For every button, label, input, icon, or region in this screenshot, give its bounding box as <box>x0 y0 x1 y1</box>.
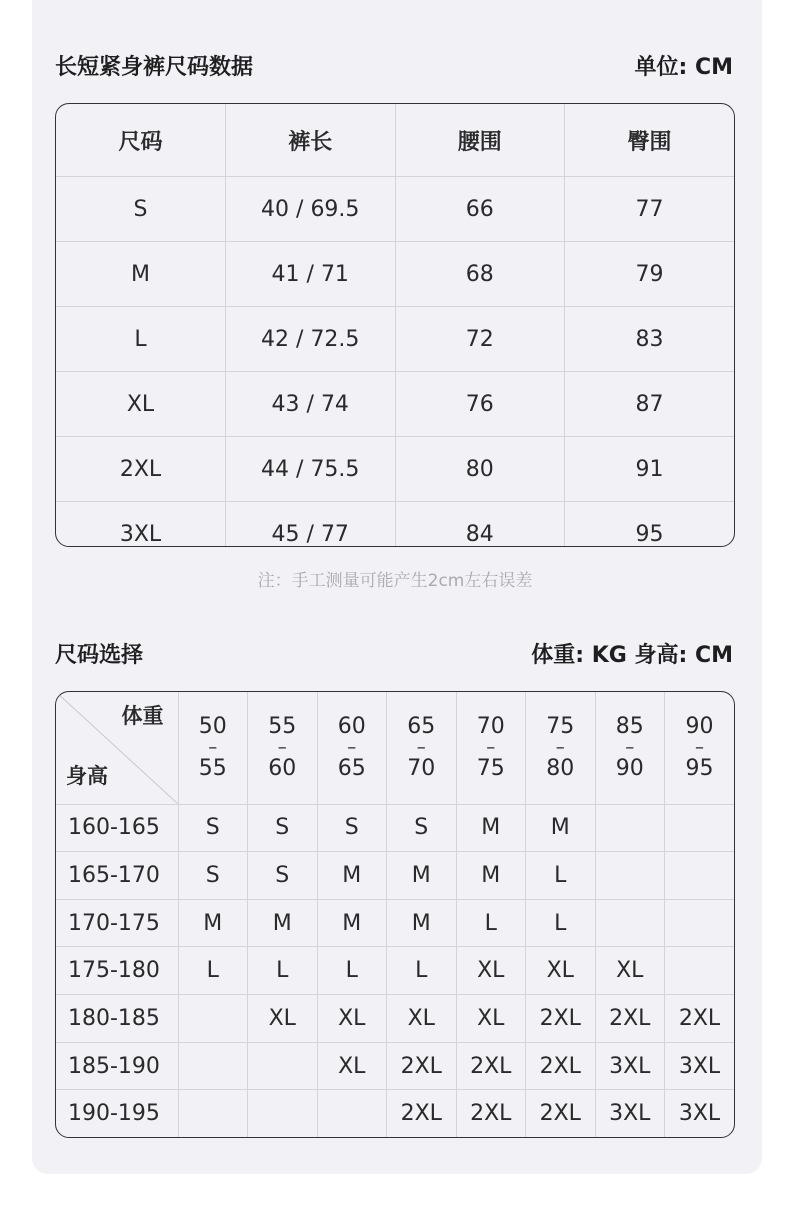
size-cell: S <box>178 852 248 900</box>
weight-range <box>457 714 526 781</box>
table-row <box>56 242 734 307</box>
weight-to: 60 <box>268 755 297 781</box>
size-selection-table <box>55 691 735 1138</box>
weight-range <box>596 714 665 781</box>
size-cell: XL <box>317 995 387 1043</box>
weight-to: 65 <box>337 755 366 781</box>
weight-range-header <box>456 692 526 804</box>
weight-range <box>248 714 317 781</box>
weight-to: 70 <box>407 755 436 781</box>
size-cell: XL <box>248 995 318 1043</box>
size-cell <box>178 995 248 1043</box>
section1-unit: 单位: CM <box>634 55 733 80</box>
header-hip: 臀围 <box>565 104 735 177</box>
cell-size: S <box>56 177 226 242</box>
range-dash: – <box>347 736 357 758</box>
weight-from: 85 <box>615 714 644 740</box>
size-cell: M <box>317 899 387 947</box>
table-row <box>56 804 734 852</box>
weight-header-row <box>56 692 734 804</box>
range-dash: – <box>695 736 704 758</box>
size-cell <box>665 899 735 947</box>
size-cell: M <box>248 899 318 947</box>
size-cell: 2XL <box>526 1090 596 1137</box>
size-cell <box>665 804 735 852</box>
table-row <box>56 899 734 947</box>
size-cell: L <box>317 947 387 995</box>
size-cell <box>595 804 665 852</box>
cell-waist: 72 <box>395 307 565 372</box>
cell-size: L <box>56 307 226 372</box>
size-cell: XL <box>456 947 526 995</box>
range-dash: – <box>486 736 496 758</box>
weight-range-header <box>387 692 457 804</box>
corner-weight-label: 体重 <box>121 704 164 728</box>
weight-range <box>318 714 387 781</box>
size-cell: XL <box>317 1042 387 1090</box>
cell-size: XL <box>56 372 226 437</box>
table-row <box>56 947 734 995</box>
table-row <box>56 372 734 437</box>
size-cell <box>178 1090 248 1137</box>
size-cell: L <box>456 899 526 947</box>
section1-title: 长短紧身裤尺码数据 <box>55 55 254 80</box>
size-cell: M <box>387 852 457 900</box>
height-range-cell: 170-175 <box>56 899 178 947</box>
weight-to: 90 <box>615 755 644 781</box>
weight-range-header <box>248 692 318 804</box>
table-row <box>56 177 734 242</box>
size-cell: L <box>178 947 248 995</box>
table-row <box>56 307 734 372</box>
size-cell: 2XL <box>387 1042 457 1090</box>
cell-waist: 76 <box>395 372 565 437</box>
size-cell: L <box>248 947 318 995</box>
header-length: 裤长 <box>226 104 396 177</box>
weight-range <box>387 714 456 781</box>
section2-unit: 体重: KG 身高: CM <box>531 643 733 668</box>
size-cell: 2XL <box>526 1042 596 1090</box>
size-cell <box>317 1090 387 1137</box>
weight-from: 50 <box>198 714 227 740</box>
size-cell: XL <box>526 947 596 995</box>
size-cell: S <box>317 804 387 852</box>
size-cell <box>595 852 665 900</box>
cell-hip: 87 <box>565 372 735 437</box>
size-cell: 2XL <box>665 995 735 1043</box>
range-dash: – <box>416 736 426 758</box>
cell-waist: 80 <box>395 437 565 502</box>
height-range-cell: 160-165 <box>56 804 178 852</box>
cell-waist: 84 <box>395 502 565 548</box>
size-cell: XL <box>387 995 457 1043</box>
weight-range-header <box>665 692 735 804</box>
cell-hip: 77 <box>565 177 735 242</box>
size-cell <box>665 852 735 900</box>
size-cell <box>248 1042 318 1090</box>
size-cell: M <box>456 804 526 852</box>
size-cell: M <box>387 899 457 947</box>
size-cell: 3XL <box>665 1042 735 1090</box>
measurement-note: 注：手工测量可能产生2cm左右误差 <box>257 571 533 591</box>
table-row <box>56 1090 734 1137</box>
size-cell: M <box>526 804 596 852</box>
header-size: 尺码 <box>56 104 226 177</box>
table-row <box>56 437 734 502</box>
cell-length: 43 / 74 <box>226 372 396 437</box>
range-dash: – <box>277 736 287 758</box>
height-range-cell: 190-195 <box>56 1090 178 1137</box>
size-cell: L <box>387 947 457 995</box>
cell-hip: 95 <box>565 502 735 548</box>
height-range-cell: 185-190 <box>56 1042 178 1090</box>
range-dash: – <box>208 736 218 758</box>
size-cell: 3XL <box>595 1090 665 1137</box>
table-row <box>56 1042 734 1090</box>
size-cell: M <box>456 852 526 900</box>
weight-to: 80 <box>546 755 575 781</box>
height-range-cell: 175-180 <box>56 947 178 995</box>
corner-height-label: 身高 <box>66 763 108 788</box>
size-cell: S <box>387 804 457 852</box>
weight-range-header <box>595 692 665 804</box>
weight-from: 60 <box>337 714 366 740</box>
table-row <box>56 502 734 548</box>
size-cell: 2XL <box>387 1090 457 1137</box>
cell-hip: 79 <box>565 242 735 307</box>
measurement-header-row <box>56 104 734 177</box>
range-dash: – <box>555 736 565 758</box>
size-cell: 3XL <box>595 1042 665 1090</box>
cell-length: 40 / 69.5 <box>226 177 396 242</box>
height-range-cell: 165-170 <box>56 852 178 900</box>
height-range-cell: 180-185 <box>56 995 178 1043</box>
corner-cell <box>56 692 178 804</box>
weight-range <box>179 714 248 781</box>
range-dash: – <box>625 736 635 758</box>
cell-length: 45 / 77 <box>226 502 396 548</box>
cell-waist: 66 <box>395 177 565 242</box>
weight-from: 55 <box>268 714 297 740</box>
header-waist: 腰围 <box>395 104 565 177</box>
weight-to: 95 <box>685 755 714 781</box>
size-cell <box>248 1090 318 1137</box>
size-cell: 2XL <box>456 1042 526 1090</box>
weight-from: 90 <box>685 714 714 740</box>
section2-title: 尺码选择 <box>55 643 144 668</box>
cell-length: 42 / 72.5 <box>226 307 396 372</box>
cell-length: 44 / 75.5 <box>226 437 396 502</box>
size-cell: S <box>248 804 318 852</box>
weight-from: 75 <box>546 714 575 740</box>
weight-from: 65 <box>407 714 436 740</box>
size-cell: S <box>178 804 248 852</box>
cell-length: 41 / 71 <box>226 242 396 307</box>
table-row <box>56 852 734 900</box>
size-cell: M <box>178 899 248 947</box>
cell-size: 3XL <box>56 502 226 548</box>
weight-to: 75 <box>476 755 505 781</box>
weight-range-header <box>526 692 596 804</box>
size-cell: 2XL <box>456 1090 526 1137</box>
size-cell: XL <box>456 995 526 1043</box>
size-cell: XL <box>595 947 665 995</box>
weight-range <box>526 714 595 781</box>
weight-range <box>665 714 734 781</box>
size-cell <box>595 899 665 947</box>
cell-waist: 68 <box>395 242 565 307</box>
cell-hip: 83 <box>565 307 735 372</box>
size-cell: 3XL <box>665 1090 735 1137</box>
weight-range-header <box>178 692 248 804</box>
size-cell: L <box>526 899 596 947</box>
weight-to: 55 <box>198 755 227 781</box>
size-cell: 2XL <box>526 995 596 1043</box>
size-cell: 2XL <box>595 995 665 1043</box>
size-cell: S <box>248 852 318 900</box>
size-cell: M <box>317 852 387 900</box>
measurement-table <box>55 103 735 547</box>
weight-from: 70 <box>476 714 505 740</box>
size-cell <box>178 1042 248 1090</box>
table-row <box>56 995 734 1043</box>
size-cell: L <box>526 852 596 900</box>
cell-size: 2XL <box>56 437 226 502</box>
cell-hip: 91 <box>565 437 735 502</box>
cell-size: M <box>56 242 226 307</box>
weight-range-header <box>317 692 387 804</box>
size-cell <box>665 947 735 995</box>
